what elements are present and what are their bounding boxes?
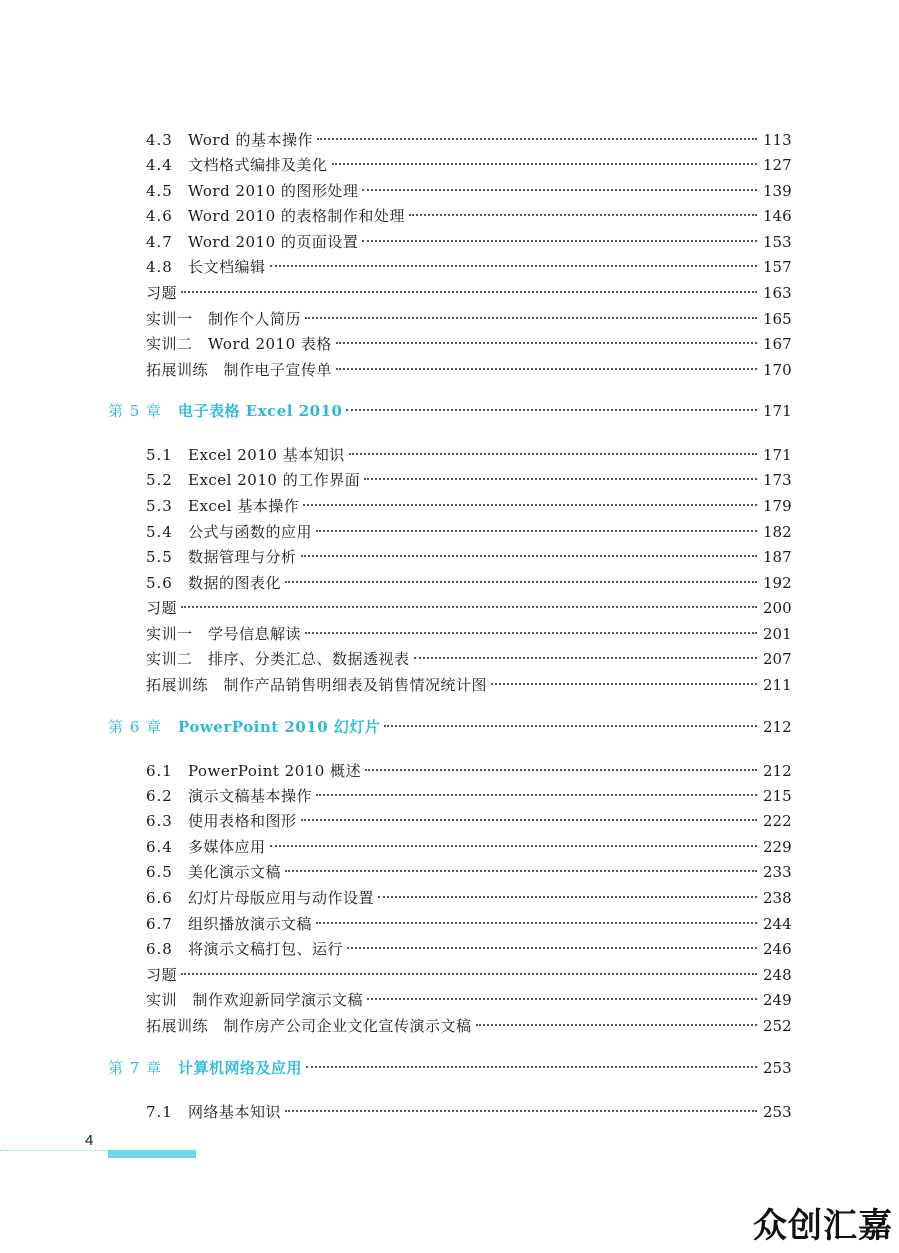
toc-dot-leader [306,1066,757,1068]
toc-entry-row[interactable] [146,784,791,808]
toc-page-number: 179 [763,497,792,515]
toc-title: 长文档编辑 [188,258,266,276]
toc-entry-row[interactable] [146,622,791,646]
toc-title: 文档格式编排及美化 [188,156,328,174]
footer-accent-bar [108,1150,196,1158]
toc-section-number: 5.4 [146,523,173,541]
toc-page-number: 248 [763,966,792,984]
toc-dot-leader [270,265,757,267]
toc-section-number: 6.2 [146,787,173,805]
toc-title: 习题 [146,966,178,984]
toc-title: Excel 基本操作 [188,497,300,515]
toc-entry-row[interactable] [146,255,791,279]
toc-dot-leader [301,819,757,821]
toc-page-number: 163 [763,284,792,302]
toc-page-number: 170 [763,361,792,379]
toc-title: 实训一 制作个人简历 [146,310,302,328]
footer-rule [0,1150,108,1151]
toc-entry-row[interactable] [146,860,791,884]
toc-page-number: 249 [763,991,792,1009]
toc-title: 计算机网络及应用 [178,1059,303,1077]
toc-page-number: 207 [763,650,792,668]
watermark-logo: 众创汇嘉 [753,1206,893,1246]
toc-dot-leader [305,632,757,634]
toc-page-number: 211 [763,676,792,694]
toc-entry-row[interactable] [146,835,791,859]
toc-title: 电子表格 Excel 2010 [178,402,343,420]
toc-section-number: 6.8 [146,940,173,958]
toc-dot-leader [414,657,757,659]
toc-title: 将演示文稿打包、运行 [188,940,344,958]
toc-entry-row[interactable] [146,1014,791,1038]
toc-page-number: 229 [763,838,792,856]
toc-page-number: 253 [763,1103,792,1121]
toc-entry-row[interactable] [146,647,791,671]
toc-dot-leader [181,973,757,975]
page-number: 4 [85,1132,94,1149]
toc-dot-leader [285,581,757,583]
toc-section-number: 7.1 [146,1103,173,1121]
toc-page-number: 146 [763,207,792,225]
toc-dot-leader [316,794,757,796]
toc-section-number: 5.6 [146,574,173,592]
toc-title: 网络基本知识 [188,1103,282,1121]
toc-page-number: 233 [763,863,792,881]
toc-title: Word 2010 的表格制作和处理 [188,207,405,225]
toc-title: 实训二 排序、分类汇总、数据透视表 [146,650,410,668]
toc-section-number: 4.5 [146,182,173,200]
toc-title: Word 2010 的图形处理 [188,182,359,200]
toc-page-number: 238 [763,889,792,907]
toc-entry-row[interactable] [146,281,791,305]
toc-section-number: 6.5 [146,863,173,881]
toc-dot-leader [317,138,757,140]
toc-dot-leader [181,606,757,608]
toc-entry-row[interactable] [146,128,791,152]
toc-page-number: 252 [763,1017,792,1035]
toc-title: Word 的基本操作 [188,131,313,149]
toc-title: 美化演示文稿 [188,863,282,881]
toc-section-number: 4.4 [146,156,173,174]
toc-title: 实训一 学号信息解读 [146,625,302,643]
toc-title: 多媒体应用 [188,838,266,856]
toc-dot-leader [384,725,757,727]
toc-page-number: 157 [763,258,792,276]
toc-dot-leader [365,769,757,771]
toc-title: Excel 2010 基本知识 [188,446,345,464]
toc-entry-row[interactable] [146,571,791,595]
toc-title: 习题 [146,284,178,302]
toc-entry-row[interactable] [146,520,791,544]
toc-entry-row[interactable] [146,332,791,356]
toc-page-number: 171 [763,402,792,420]
toc-section-number: 4.3 [146,131,173,149]
toc-title: 数据的图表化 [188,574,282,592]
toc-section-number: 6.3 [146,812,173,830]
toc-title: PowerPoint 2010 幻灯片 [178,718,381,736]
toc-dot-leader [367,998,757,1000]
toc-entry-row[interactable] [146,596,791,620]
toc-dot-leader [347,947,757,949]
toc-dot-leader [378,896,757,898]
toc-entry-row[interactable] [146,759,791,783]
toc-page-number: 244 [763,915,792,933]
toc-page-number: 192 [763,574,792,592]
toc-dot-leader [362,189,757,191]
toc-dot-leader [181,291,757,293]
toc-chapter-label: 第 7 章 [108,1059,163,1077]
toc-entry-row[interactable] [146,912,791,936]
toc-title: 幻灯片母版应用与动作设置 [188,889,375,907]
toc-entry-row[interactable] [146,1100,791,1124]
toc-dot-leader [409,214,757,216]
toc-section-number: 4.6 [146,207,173,225]
toc-chapter-row[interactable] [108,1056,791,1080]
toc-title: 组织播放演示文稿 [188,915,313,933]
toc-dot-leader [316,922,757,924]
toc-page-number: 187 [763,548,792,566]
toc-entry-row[interactable] [146,153,791,177]
toc-page-number: 173 [763,471,792,489]
toc-chapter-label: 第 6 章 [108,718,163,736]
toc-title: Word 2010 的页面设置 [188,233,359,251]
toc-entry-row[interactable] [146,937,791,961]
toc-section-number: 5.2 [146,471,173,489]
toc-title: 习题 [146,599,178,617]
toc-page-number: 167 [763,335,792,353]
toc-title: 演示文稿基本操作 [188,787,313,805]
toc-entry-row[interactable] [146,443,791,467]
toc-title: 实训 制作欢迎新同学演示文稿 [146,991,364,1009]
toc-title: 实训二 Word 2010 表格 [146,335,332,353]
toc-section-number: 6.6 [146,889,173,907]
toc-chapter-row[interactable] [108,399,791,423]
toc-section-number: 5.1 [146,446,173,464]
toc-dot-leader [336,368,757,370]
toc-section-number: 6.4 [146,838,173,856]
toc-page-number: 165 [763,310,792,328]
toc-page-number: 253 [763,1059,792,1077]
toc-entry-row[interactable] [146,179,791,203]
toc-dot-leader [285,870,757,872]
toc-title: Excel 2010 的工作界面 [188,471,361,489]
toc-dot-leader [364,478,757,480]
toc-dot-leader [303,504,757,506]
toc-dot-leader [349,453,757,455]
toc-dot-leader [270,845,757,847]
toc-entry-row[interactable] [146,468,791,492]
toc-entry-row[interactable] [146,886,791,910]
toc-entry-row[interactable] [146,988,791,1012]
toc-entry-row[interactable] [146,494,791,518]
toc-entry-row[interactable] [146,307,791,331]
toc-page-number: 127 [763,156,792,174]
toc-page-number: 222 [763,812,792,830]
toc-section-number: 6.1 [146,762,173,780]
toc-entry-row[interactable] [146,545,791,569]
toc-title: PowerPoint 2010 概述 [188,762,362,780]
toc-title: 拓展训练 制作电子宣传单 [146,361,333,379]
toc-title: 拓展训练 制作产品销售明细表及销售情况统计图 [146,676,488,694]
toc-section-number: 4.8 [146,258,173,276]
toc-dot-leader [332,163,757,165]
toc-page-number: 200 [763,599,792,617]
toc-entry-row[interactable] [146,673,791,697]
toc-page-number: 246 [763,940,792,958]
toc-page-number: 212 [763,762,792,780]
toc-page-number: 215 [763,787,792,805]
toc-title: 数据管理与分析 [188,548,297,566]
toc-entry-row[interactable] [146,809,791,833]
toc-dot-leader [316,530,757,532]
toc-dot-leader [285,1110,757,1112]
toc-page-number: 113 [763,131,792,149]
toc-page-number: 153 [763,233,792,251]
toc-entry-row[interactable] [146,204,791,228]
toc-page-number: 139 [763,182,792,200]
toc-entry-row[interactable] [146,358,791,382]
toc-title: 使用表格和图形 [188,812,297,830]
toc-page-number: 171 [763,446,792,464]
toc-dot-leader [305,317,757,319]
toc-dot-leader [336,342,757,344]
toc-dot-leader [476,1024,757,1026]
toc-page-number: 212 [763,718,792,736]
toc-chapter-label: 第 5 章 [108,402,163,420]
toc-page-number: 182 [763,523,792,541]
toc-section-number: 5.3 [146,497,173,515]
toc-section-number: 4.7 [146,233,173,251]
toc-chapter-row[interactable] [108,715,791,739]
toc-dot-leader [346,409,757,411]
toc-entry-row[interactable] [146,963,791,987]
toc-entry-row[interactable] [146,230,791,254]
toc-section-number: 6.7 [146,915,173,933]
toc-title: 公式与函数的应用 [188,523,313,541]
toc-page-number: 201 [763,625,792,643]
toc-section-number: 5.5 [146,548,173,566]
toc-dot-leader [301,555,757,557]
toc-title: 拓展训练 制作房产公司企业文化宣传演示文稿 [146,1017,472,1035]
toc-dot-leader [362,240,757,242]
toc-dot-leader [491,683,757,685]
